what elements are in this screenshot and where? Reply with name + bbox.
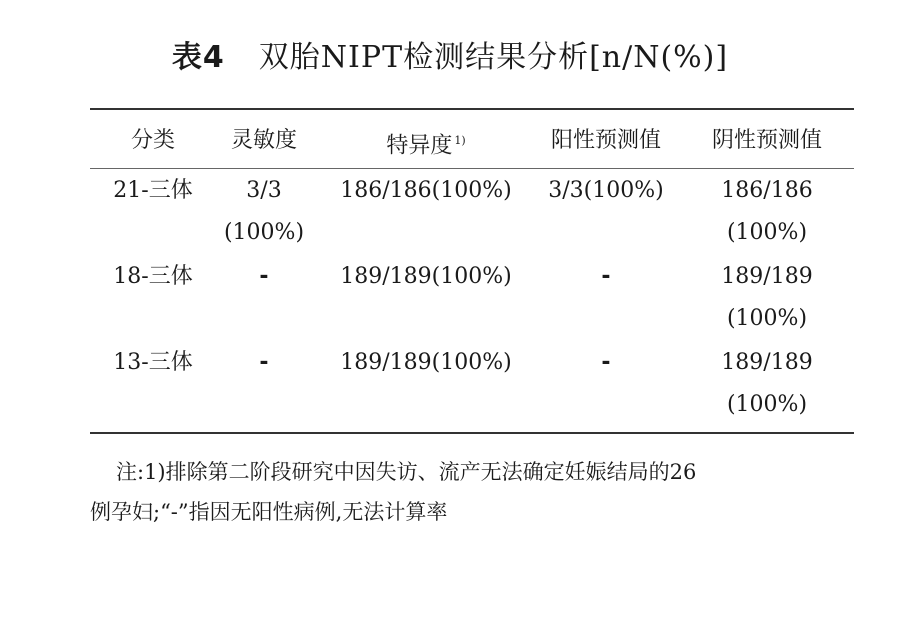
row-21-sensitivity-value: 3/3 bbox=[246, 178, 282, 203]
row-13-specificity: 189/189(100%) bbox=[340, 350, 512, 375]
header-npv: 阴性预测值 bbox=[711, 128, 822, 153]
table-caption: 双胎NIPT检测结果分析[n/N(%)] bbox=[258, 40, 729, 75]
row-18-specificity: 189/189(100%) bbox=[340, 264, 512, 289]
header-ppv: 阳性预测值 bbox=[550, 128, 661, 153]
table-note-line-2: 例孕妇;“-”指因无阳性病例,无法计算率 bbox=[90, 500, 448, 524]
row-21-category: 21-三体 bbox=[113, 178, 193, 203]
row-21-npv-percent: (100%) bbox=[726, 220, 808, 245]
footnote-mark: 1) bbox=[454, 134, 466, 147]
top-rule bbox=[90, 108, 854, 110]
row-13-ppv: - bbox=[601, 350, 611, 375]
table-title bbox=[0, 38, 900, 78]
row-18-npv-percent: (100%) bbox=[726, 306, 808, 331]
row-18-npv-value: 189/189 bbox=[721, 264, 813, 289]
row-18-sensitivity: - bbox=[259, 264, 269, 289]
header-category: 分类 bbox=[130, 128, 175, 153]
row-13-npv-percent: (100%) bbox=[726, 392, 808, 417]
header-rule bbox=[90, 168, 854, 169]
row-13-npv-value: 189/189 bbox=[721, 350, 813, 375]
bottom-rule bbox=[90, 432, 854, 434]
header-specificity-label: 特异度 bbox=[386, 133, 453, 159]
table-label: 表4 bbox=[171, 40, 225, 75]
row-21-specificity: 186/186(100%) bbox=[340, 178, 512, 203]
row-18-category: 18-三体 bbox=[113, 264, 193, 289]
row-21-ppv: 3/3(100%) bbox=[548, 178, 664, 203]
row-21-npv-value: 186/186 bbox=[721, 178, 813, 203]
table-note-line-1: 注:1)排除第二阶段研究中因失访、流产无法确定妊娠结局的26 bbox=[116, 460, 697, 484]
row-13-sensitivity: - bbox=[259, 350, 269, 375]
header-sensitivity: 灵敏度 bbox=[230, 128, 297, 153]
row-13-category: 13-三体 bbox=[113, 350, 193, 375]
header-specificity bbox=[320, 126, 532, 161]
row-18-ppv: - bbox=[601, 264, 611, 289]
row-21-sensitivity-percent: (100%) bbox=[223, 220, 305, 245]
